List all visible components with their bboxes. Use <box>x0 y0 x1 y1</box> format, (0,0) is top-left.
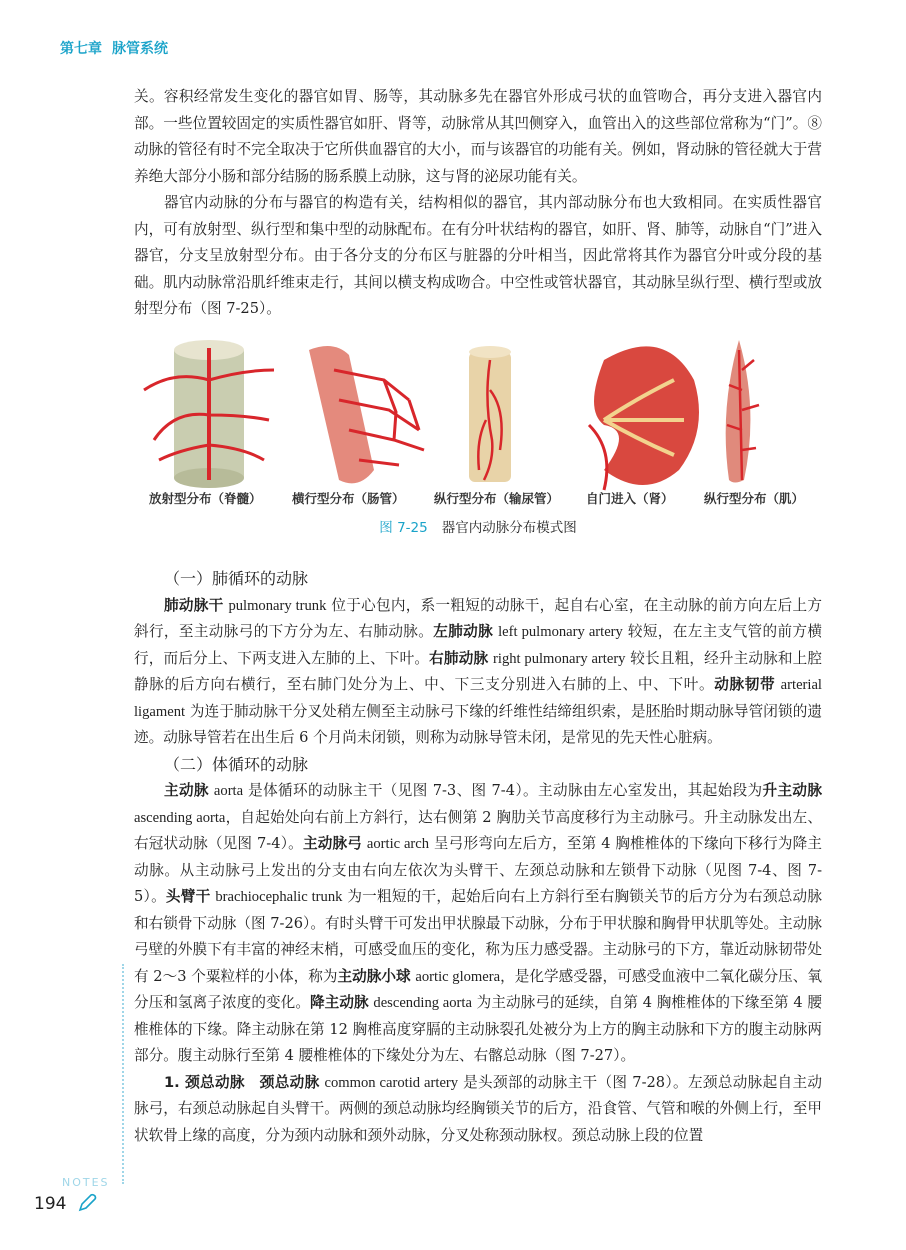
figure-title: 器官内动脉分布模式图 <box>441 520 577 536</box>
term-latin: brachiocephalic trunk <box>215 889 343 905</box>
term: 主动脉小球 <box>337 967 411 985</box>
term: 动脉韧带 <box>714 676 776 693</box>
paragraph-carotid <box>134 1070 822 1150</box>
ureter-illustration <box>469 346 511 482</box>
muscle-illustration <box>726 340 759 483</box>
figure-label: 横行型分布（肠管） <box>292 491 405 506</box>
text-run: 是体循环的动脉主干（见图 7-3、图 7-4）。主动脉由左心室发出，其起始段为 <box>248 782 763 799</box>
artery-distribution-figure <box>134 330 822 540</box>
figure-number: 图 7-25 <box>379 520 428 536</box>
figure-label: 自门进入（肾） <box>586 491 674 506</box>
text-run: 为主动脉弓的延续，自第 4 胸椎椎体的下缘至第 4 腰椎椎体的下缘。降主动脉在第 12 胸椎高度穿膈的主动脉裂孔处被分为上方的胸主动脉和下方的腹主动脉两部分。腹主动脉行至第 4 腰椎椎体的下缘处分为左、右髂总动脉（图 7-27）。 <box>134 994 822 1064</box>
term-latin: pulmonary trunk <box>228 597 327 614</box>
text-run: 较短，在左主支气管的前方横行，而后分上、下两支进入左肺的上、下叶。 <box>134 623 822 667</box>
paragraph-pulmonary <box>134 593 822 752</box>
term: 颈总动脉 <box>259 1073 320 1091</box>
notes-label: NOTES <box>62 1176 110 1189</box>
chapter-title: 脉管系统 <box>112 41 168 57</box>
paragraph-1: 关。容积经常发生变化的器官如胃、肠等，其动脉多先在器官外形成弓状的血管吻合，再分支进入器官内部。一些位置较固定的实质性器官如肝、肾等，动脉常从其凹侧穿入，血管出入的这些部位常称为“门”。⑧动脉的管径有时不完全取决于它所供血器官的大小，而与该器官的功能有关。例如，肾动脉的管径就大于营养绝大部分小肠和部分结肠的肠系膜上动脉，这与肾的泌尿功能有关。 <box>134 88 822 185</box>
term-latin: descending aorta <box>373 995 472 1011</box>
text-run: 呈弓形弯向左后方，至第 4 胸椎椎体的下缘向下移行为降主动脉。从主动脉弓上发出的分支由右向左依次为头臂干、左颈总动脉和左锁骨下动脉（见图 7-4、图 7-5）。 <box>134 835 823 905</box>
figure-caption <box>134 516 822 536</box>
text-run: 较长且粗，经升主动脉和上腔静脉的后方向右横行，至右肺门处分为上、中、下三支分别进入右肺的上、中、下叶。 <box>134 649 822 693</box>
term-latin: left pulmonary artery <box>498 624 623 640</box>
paragraph-systemic <box>134 778 822 1070</box>
pencil-icon <box>76 1192 98 1214</box>
term-latin: right pulmonary artery <box>493 650 626 667</box>
notes-margin-line <box>122 964 124 1184</box>
term: 降主动脉 <box>310 994 369 1011</box>
term: 头臂干 <box>165 888 211 905</box>
term-latin: arterial ligament <box>134 677 822 720</box>
term-latin: aortic glomera <box>415 968 501 985</box>
term: 主动脉弓 <box>302 835 363 852</box>
term: 右肺动脉 <box>429 649 489 667</box>
term: 左肺动脉 <box>433 623 494 640</box>
text-run: 为一粗短的干，起始后向右上方斜行至右胸锁关节的后方分为右颈总动脉和右锁骨下动脉（图 7-26）。有时头臂干可发出甲状腺最下动脉，分布于甲状腺和胸骨甲状肌等处。主动脉弓壁的外膜下有丰富的神经末梢，可感受血压的变化，称为压力感受器。主动脉弓的下方，靠近动脉韧带处有 2～3 个粟粒样的小体，称为 <box>134 888 822 985</box>
figure-label: 放射型分布（脊髓） <box>149 491 262 506</box>
term: 主动脉 <box>164 782 209 799</box>
term: 升主动脉 <box>762 782 822 799</box>
term-latin: aortic arch <box>366 836 430 852</box>
section-heading: （一）肺循环的动脉 <box>164 569 309 588</box>
term-latin: ascending aorta <box>134 809 226 826</box>
section-heading: （二）体循环的动脉 <box>164 754 309 774</box>
text-run: 是头颈部的动脉主干（图 7-28）。左颈总动脉起自主动脉弓，右颈总动脉起自头臂干。两侧的颈总动脉均经胸锁关节的后方，沿食管、气管和喉的外侧上行，至甲状软骨上缘的高度，分为颈内动脉和颈外动脉，分叉处称颈动脉杈。颈总动脉上段的位置 <box>134 1073 822 1144</box>
term-latin: common carotid artery <box>324 1074 459 1091</box>
figure-label: 纵行型分布（肌） <box>704 491 805 506</box>
text-run: 为连于肺动脉干分叉处稍左侧至主动脉弓下缘的纤维性结缔组织索，是胚胎时期动脉导管闭锁的遗迹。动脉导管若在出生后 6 个月尚未闭锁，则称为动脉导管未闭，是常见的先天性心脏病。 <box>134 702 822 746</box>
intestine-illustration <box>309 346 424 483</box>
page-number: 194 <box>34 1194 67 1214</box>
kidney-illustration <box>589 346 699 490</box>
spinal-cord-illustration <box>144 340 274 488</box>
term-latin: aorta <box>213 783 244 799</box>
chapter-number: 第七章 <box>60 41 102 57</box>
text-run: ，自起始处向右前上方斜行，达右侧第 2 胸肋关节高度移行为主动脉弓。升主动脉发出左、右冠状动脉（见图 7-4）。 <box>134 808 822 852</box>
subsection-number: 1. 颈总动脉 <box>164 1073 245 1091</box>
term: 肺动脉干 <box>164 596 224 614</box>
main-text <box>134 566 822 1149</box>
paragraph-2: 器官内动脉的分布与器官的构造有关，结构相似的器官，其内部动脉分布也大致相同。在实质性器官内，可有放射型、纵行型和集中型的动脉配布。在有分叶状结构的器官，如肝、肾、肺等，动脉自“门”进入器官，分支呈放射型分布。由于各分支的分布区与脏器的分叶相当，因此常将其作为器官分叶或分段的基础。肌内动脉常沿肌纤维束走行，其间以横支构成吻合。中空性或管状器官，其动脉呈纵行型、横行型或放射型分布（图 7-25）。 <box>134 194 822 317</box>
text-run: 位于心包内，系一粗短的动脉干，起自右心室，在主动脉的前方向左后上方斜行，至主动脉弓的下方分为左、右肺动脉。 <box>134 596 822 640</box>
figure-label: 纵行型分布（输尿管） <box>434 491 560 506</box>
text-run: ，是化学感受器，可感受血液中二氧化碳分压、氧分压和氢离子浓度的变化。 <box>134 967 822 1011</box>
intro-text <box>134 84 822 323</box>
running-header <box>60 38 178 58</box>
